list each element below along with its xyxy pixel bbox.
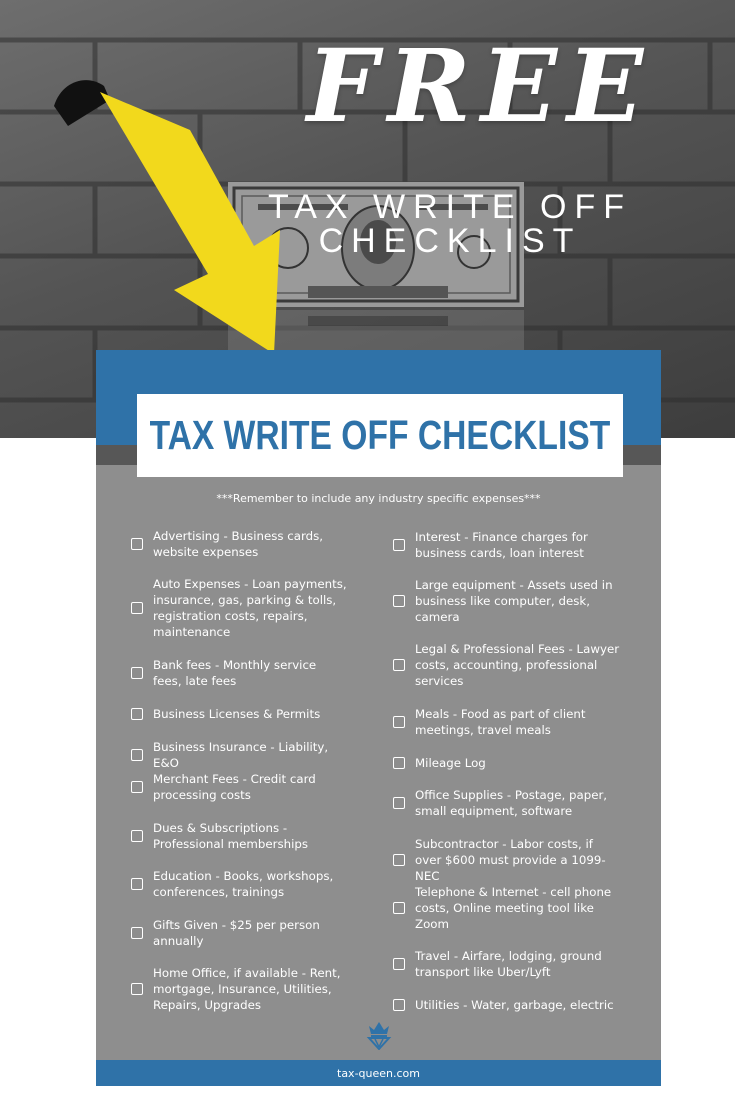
checklist-item-subcontractor[interactable] bbox=[393, 836, 620, 884]
reminder-note: ***Remember to include any industry specific expenses*** bbox=[216, 492, 541, 505]
checklist-item-meals[interactable] bbox=[393, 706, 620, 738]
crown-logo-icon bbox=[365, 1018, 393, 1050]
checkbox[interactable] bbox=[131, 983, 143, 995]
checklist-card bbox=[96, 350, 661, 1086]
checklist-item-label: Large equipment - Assets used in business like computer, desk, camera bbox=[415, 578, 613, 624]
checkbox[interactable] bbox=[131, 830, 143, 842]
checklist-item-label: Bank fees - Monthly service fees, late fees bbox=[153, 658, 317, 688]
checklist-item-utilities[interactable] bbox=[393, 997, 620, 1013]
checklist-item-label: Gifts Given - $25 per person annually bbox=[153, 918, 320, 948]
checklist-item-label: Home Office, if available - Rent, mortgage, Insurance, Utilities, Repairs, Upgrades bbox=[153, 966, 341, 1012]
checkbox[interactable] bbox=[131, 781, 143, 793]
checklist-item-label: Telephone & Internet - cell phone costs, Online meeting tool like Zoom bbox=[415, 885, 612, 931]
title-box bbox=[137, 394, 623, 477]
checkbox[interactable] bbox=[393, 539, 405, 551]
checklist-item-label: Dues & Subscriptions - Professional memberships bbox=[153, 821, 309, 851]
checkbox[interactable] bbox=[393, 902, 405, 914]
checklist-item-business-insurance[interactable] bbox=[131, 739, 348, 771]
checkbox[interactable] bbox=[393, 659, 405, 671]
checklist-item-legal-professional[interactable] bbox=[393, 641, 620, 689]
checklist-item-label: Merchant Fees - Credit card processing costs bbox=[153, 772, 316, 802]
checklist-item-label: Meals - Food as part of client meetings, travel meals bbox=[415, 707, 586, 737]
checklist-item-travel[interactable] bbox=[393, 948, 620, 980]
website-link[interactable]: tax-queen.com bbox=[337, 1066, 420, 1080]
checklist-item-bank-fees[interactable] bbox=[131, 657, 348, 689]
checklist-item-label: Travel - Airfare, lodging, ground transport like Uber/Lyft bbox=[415, 949, 602, 979]
checklist-item-merchant-fees[interactable] bbox=[131, 771, 348, 803]
checklist-item-large-equipment[interactable] bbox=[393, 577, 620, 625]
checkbox[interactable] bbox=[131, 927, 143, 939]
checklist-item-label: Utilities - Water, garbage, electric bbox=[415, 998, 614, 1012]
checklist-item-label: Subcontractor - Labor costs, if over $600 must provide a 1099-NEC bbox=[415, 837, 606, 883]
checkbox[interactable] bbox=[393, 757, 405, 769]
checkbox[interactable] bbox=[131, 667, 143, 679]
checkbox[interactable] bbox=[131, 749, 143, 761]
checklist-item-office-supplies[interactable] bbox=[393, 787, 620, 819]
checkbox[interactable] bbox=[131, 538, 143, 550]
checkbox[interactable] bbox=[131, 708, 143, 720]
checklist-item-label: Business Insurance - Liability, E&O bbox=[153, 740, 329, 770]
checklist-item-label: Legal & Professional Fees - Lawyer costs, accounting, professional services bbox=[415, 642, 620, 688]
free-headline: FREE bbox=[306, 27, 654, 145]
checklist-item-gifts-given[interactable] bbox=[131, 917, 348, 949]
checklist-item-label: Advertising - Business cards, website expenses bbox=[153, 529, 324, 559]
checkbox[interactable] bbox=[131, 602, 143, 614]
checklist-item-telephone-internet[interactable] bbox=[393, 884, 620, 932]
hero-subtitle-line1: TAX WRITE OFF bbox=[267, 188, 632, 226]
footer-band bbox=[96, 1060, 661, 1086]
checklist-item-label: Office Supplies - Postage, paper, small equipment, software bbox=[415, 788, 608, 818]
checklist-item-interest[interactable] bbox=[393, 529, 620, 561]
checklist-item-auto-expenses[interactable] bbox=[131, 576, 348, 640]
checklist-item-label: Education - Books, workshops, conferences, trainings bbox=[153, 869, 334, 899]
checklist-item-label: Mileage Log bbox=[415, 756, 486, 770]
checkbox[interactable] bbox=[393, 958, 405, 970]
checklist-item-label: Interest - Finance charges for business cards, loan interest bbox=[415, 530, 588, 560]
hero-subtitle bbox=[230, 190, 670, 258]
checkbox[interactable] bbox=[131, 878, 143, 890]
checkbox[interactable] bbox=[393, 999, 405, 1011]
checklist-item-mileage-log[interactable] bbox=[393, 755, 620, 771]
checkbox[interactable] bbox=[393, 797, 405, 809]
checkbox[interactable] bbox=[393, 854, 405, 866]
checkbox[interactable] bbox=[393, 595, 405, 607]
checklist-item-home-office[interactable] bbox=[131, 965, 348, 1013]
checkbox[interactable] bbox=[393, 716, 405, 728]
checklist-item-dues-subscriptions[interactable] bbox=[131, 820, 348, 852]
checklist-item-education[interactable] bbox=[131, 868, 348, 900]
checklist-item-label: Auto Expenses - Loan payments, insurance, gas, parking & tolls, registration costs, repairs, maintenance bbox=[153, 577, 347, 639]
checklist-item-label: Business Licenses & Permits bbox=[153, 707, 321, 721]
checklist-title: TAX WRITE OFF CHECKLIST bbox=[149, 412, 611, 458]
checklist-item-business-licenses[interactable] bbox=[131, 706, 348, 722]
hero-subtitle-line2: CHECKLIST bbox=[318, 222, 582, 260]
checklist-item-advertising[interactable] bbox=[131, 528, 348, 560]
